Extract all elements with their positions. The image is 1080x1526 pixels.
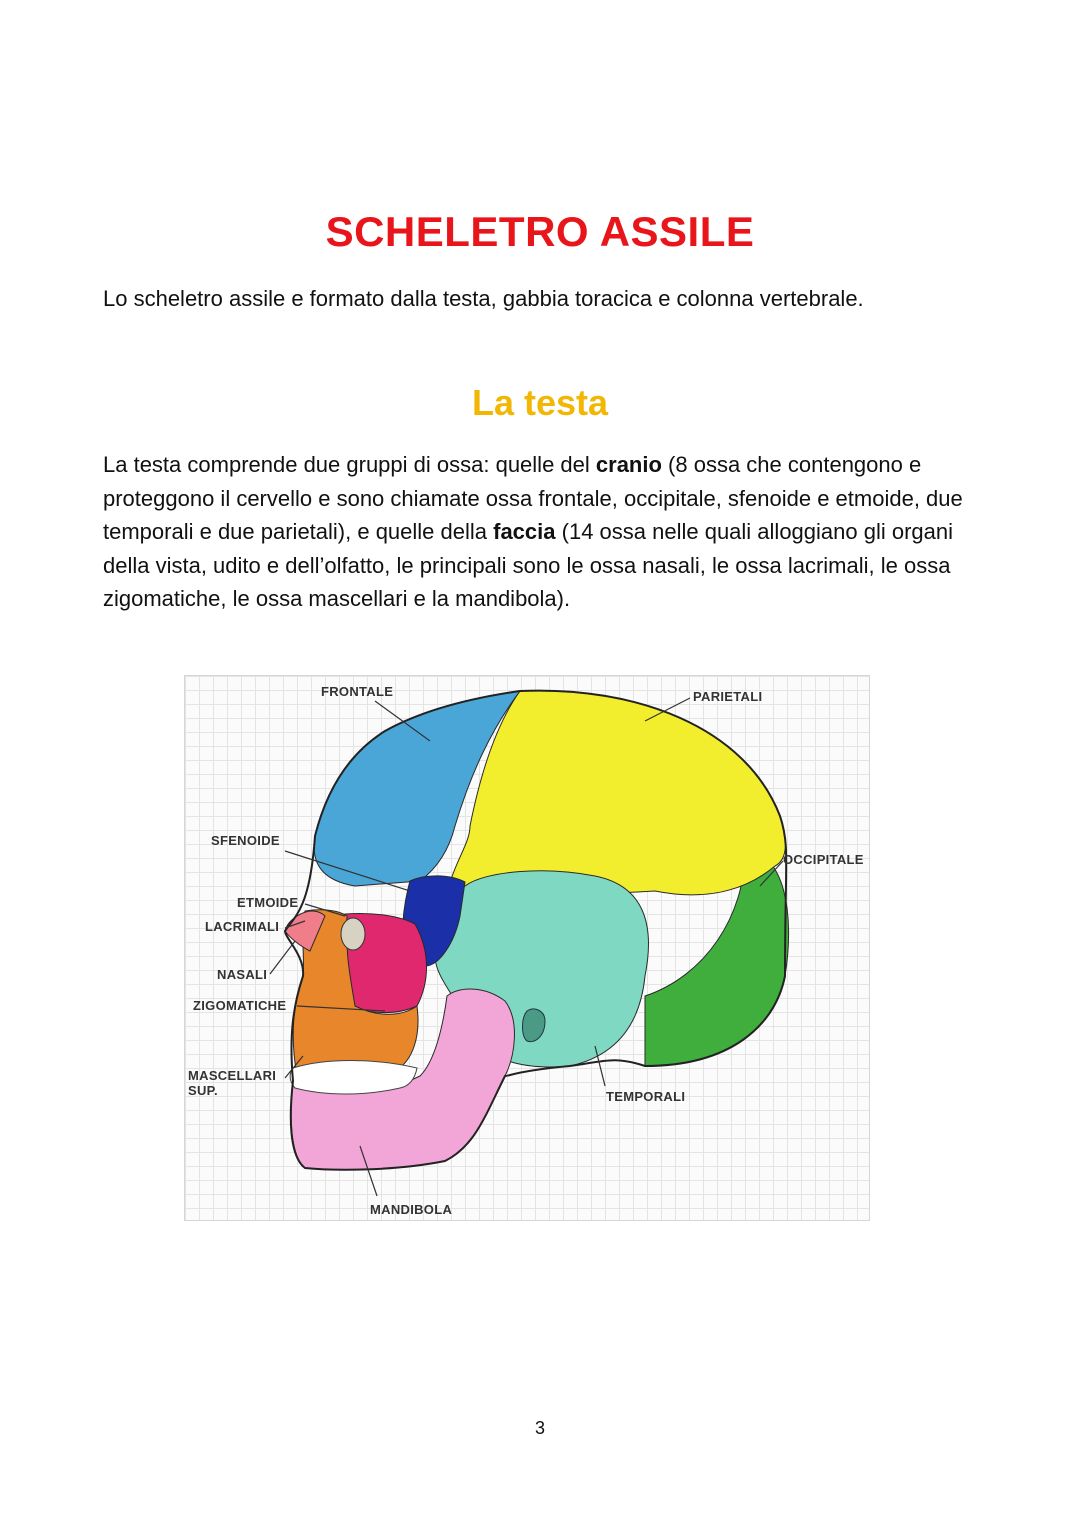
page-title: SCHELETRO ASSILE — [325, 208, 755, 255]
label-mandibola: MANDIBOLA — [370, 1202, 453, 1217]
label-zigomatiche: ZIGOMATICHE — [193, 998, 287, 1013]
label-etmoide: ETMOIDE — [237, 895, 299, 910]
label-temporali: TEMPORALI — [606, 1089, 686, 1104]
label-occipitale: OCCIPITALE — [783, 852, 864, 867]
faccia-bold: faccia — [493, 519, 556, 544]
paragraph-part-2: (8 ossa che contengono e proteggono il cervello e sono chiamate ossa frontale, occipitale, sfenoide e etmoide, due temporali e due parietali), e quelle della — [103, 452, 963, 544]
paragraph-part-1: La testa comprende due gruppi di ossa: quelle del — [103, 452, 596, 477]
orbit — [341, 918, 365, 950]
label-mascellari: MASCELLARI SUP. — [188, 1068, 277, 1098]
skull-illustration — [185, 676, 870, 1221]
section-title: La testa — [471, 382, 609, 423]
label-frontale: FRONTALE — [321, 684, 394, 699]
skull-diagram — [184, 675, 870, 1221]
body-paragraph — [103, 448, 988, 616]
intro-text: Lo scheletro assile e formato dalla testa, gabbia toracica e colonna vertebrale. — [103, 286, 864, 311]
label-parietali: PARIETALI — [693, 689, 763, 704]
label-sfenoide: SFENOIDE — [211, 833, 280, 848]
cranio-bold: cranio — [595, 452, 662, 477]
label-nasali: NASALI — [217, 967, 268, 982]
page-number: 3 — [534, 1418, 545, 1438]
label-lacrimali: LACRIMALI — [205, 919, 280, 934]
paragraph-part-3: (14 ossa nelle quali alloggiano gli organi della vista, udito e dell’olfatto, le principali sono le ossa nasali, le ossa lacrimali, le ossa zigomatiche, le ossa mascellari e la mandibola). — [103, 519, 954, 611]
